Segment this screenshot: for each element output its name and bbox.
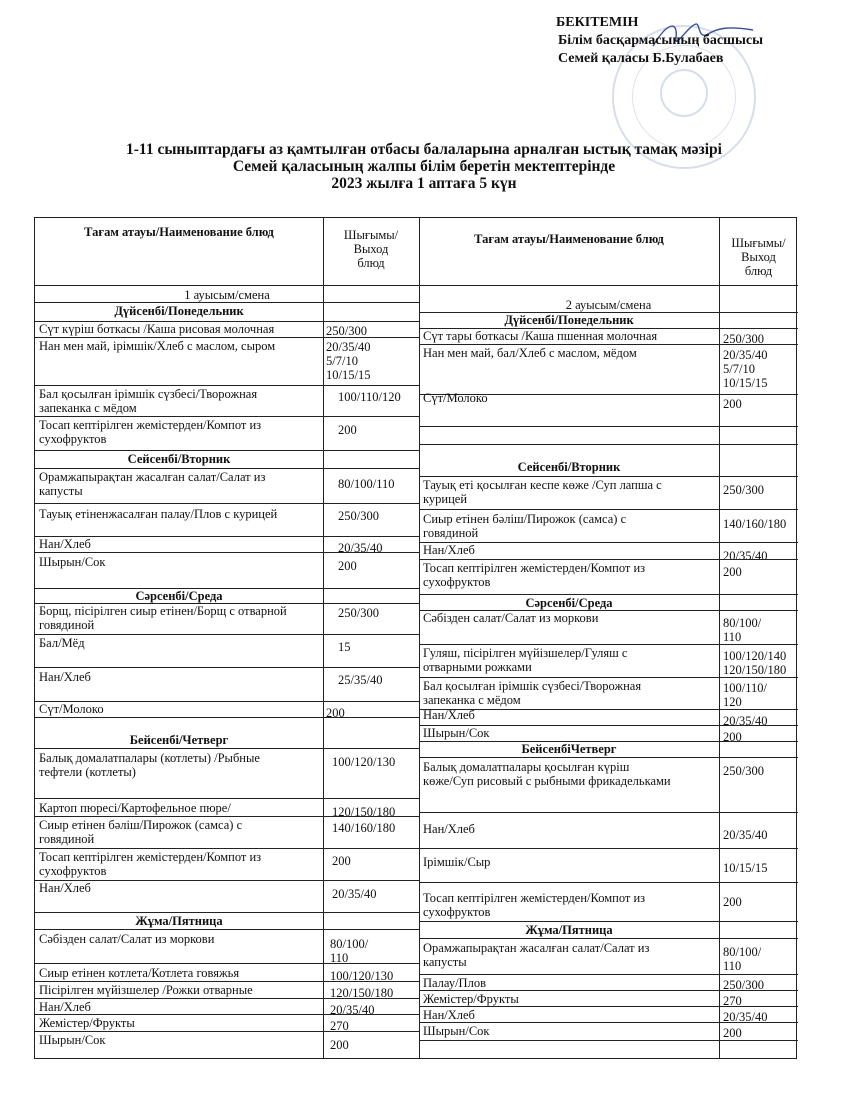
day-header: Жұма/Пятница (525, 923, 613, 937)
dish-name: Сиыр етінен котлета/Котлета говяжья (39, 966, 240, 980)
dish-output: 140/160/180 (332, 821, 396, 835)
dish-output: 100/110/120 (338, 390, 401, 404)
dish-name: Сәбізден салат/Салат из моркови (423, 611, 599, 625)
dish-output: 120/150/180 (332, 805, 396, 819)
dish-name: Бал қосылған ірімшік сүзбесі/Творожная запеканка с мёдом (39, 387, 258, 415)
dish-name: Балық домалатпалары қосылған күріш көже/Суп рисовый с рыбными фрикадельками (423, 760, 671, 788)
dish-name: Сүт күріш боткасы /Каша рисовая молочная (39, 322, 275, 336)
day-header: Дүйсенбі/Понедельник (114, 304, 244, 318)
day-header: Бейсенбі/Четверг (129, 733, 229, 747)
header-output-right: Шығымы/ Выход блюд (731, 236, 786, 278)
dish-output: 25/35/40 (338, 673, 383, 687)
dish-output: 80/100/110 (338, 477, 395, 491)
approval-signatory: Семей қаласы Б.Булабаев (558, 51, 724, 66)
dish-name: Шырын/Сок (423, 726, 490, 740)
shift-first: 1 ауысым/смена (184, 288, 270, 302)
dish-name: Палау/Плов (423, 976, 486, 990)
title-line-3: 2023 жылға 1 аптаға 5 күн (331, 175, 517, 192)
dish-output: 200 (332, 854, 351, 868)
title-line-1: 1-11 сыныптардағы аз қамтылған отбасы балаларына арналған ыстық тамақ мәзірі (126, 141, 722, 158)
dish-output: 250/300 (723, 332, 764, 346)
dish-name: Шырын/Сок (39, 555, 106, 569)
dish-output: 270 (723, 994, 742, 1008)
dish-name: Орамжапырақтан жасалған салат/Салат из капусты (423, 941, 650, 969)
dish-name: Сүт/Молоко (39, 702, 104, 716)
dish-output: 200 (326, 706, 345, 720)
col-divider (323, 218, 324, 1058)
dish-output: 250/300 (723, 764, 764, 778)
dish-output: 80/100/ 110 (723, 945, 762, 973)
dish-output: 250/300 (326, 324, 367, 338)
day-header: Дүйсенбі/Понедельник (504, 313, 634, 327)
dish-output: 250/300 (338, 509, 379, 523)
dish-name: Нан/Хлеб (423, 708, 475, 722)
approval-position: Білім басқармасының басшысы (558, 33, 764, 48)
dish-name: Сүт тары боткасы /Каша пшенная молочная (423, 329, 658, 343)
dish-output: 250/300 (723, 978, 764, 992)
dish-output: 15 (338, 640, 351, 654)
header-dish-left: Тағам атауы/Наименование блюд (84, 225, 274, 239)
dish-output: 270 (330, 1019, 349, 1033)
dish-output: 20/35/40 (723, 549, 768, 563)
dish-output: 80/100/ 110 (723, 616, 762, 644)
dish-name: Сәбізден салат/Салат из моркови (39, 932, 215, 946)
dish-name: Сиыр етінен бәліш/Пирожок (самса) с говядиной (39, 818, 243, 846)
day-header: Сейсенбі/Вторник (127, 452, 231, 466)
dish-name: Нан/Хлеб (423, 543, 475, 557)
dish-output: 20/35/40 (723, 714, 768, 728)
dish-name: Пісірілген мүйізшелер /Рожки отварные (39, 983, 253, 997)
dish-name: Бал/Мёд (39, 636, 85, 650)
title-line-2: Семей қаласының жалпы білім беретін мектептерінде (232, 158, 616, 175)
dish-output: 80/100/ 110 (330, 937, 369, 965)
dish-output: 200 (723, 565, 742, 579)
dish-name: Шырын/Сок (423, 1024, 490, 1038)
dish-name: Нан/Хлеб (39, 670, 91, 684)
dish-output: 200 (723, 397, 742, 411)
dish-name: Жемістер/Фрукты (423, 992, 519, 1006)
dish-output: 100/110/ 120 (723, 681, 767, 709)
dish-output: 10/15/15 (723, 861, 768, 875)
dish-output: 20/35/40 5/7/10 10/15/15 (326, 340, 371, 382)
dish-name: Тауық етіненжасалған палау/Плов с курицей (39, 507, 278, 521)
dish-name: Орамжапырақтан жасалған салат/Салат из капусты (39, 470, 266, 498)
approval-block (556, 14, 763, 68)
menu-table (34, 217, 797, 1059)
dish-name: Нан/Хлеб (39, 1000, 91, 1014)
day-header: Сейсенбі/Вторник (517, 460, 621, 474)
day-header: Сәрсенбі/Среда (135, 589, 223, 603)
dish-output: 250/300 (723, 483, 764, 497)
dish-name: Тосап кептірілген жемістерден/Компот из сухофруктов (39, 850, 262, 878)
dish-output: 250/300 (338, 606, 379, 620)
dish-output: 200 (338, 423, 357, 437)
day-header: Жұма/Пятница (135, 914, 223, 928)
dish-output: 20/35/40 (330, 1003, 375, 1017)
dish-name: Сүт/Молоко (423, 391, 488, 405)
dish-output: 20/35/40 (723, 828, 768, 842)
dish-output: 140/160/180 (723, 517, 787, 531)
dish-output: 100/120/140 120/150/180 (723, 649, 787, 677)
dish-name: Нан мен май, бал/Хлеб с маслом, мёдом (423, 346, 637, 360)
header-output-left: Шығымы/ Выход блюд (343, 228, 399, 270)
dish-name: Борщ, пісірілген сиыр етінен/Борщ с отварной говядиной (39, 604, 287, 632)
shift-second: 2 ауысым/смена (565, 298, 652, 312)
dish-name: Картоп пюресі/Картофельное пюре/ (39, 801, 231, 815)
approval-heading: БЕКІТЕМІН (556, 15, 639, 30)
dish-name: Нан мен май, ірімшік/Хлеб с маслом, сыром (39, 339, 276, 353)
dish-name: Нан/Хлеб (39, 537, 91, 551)
dish-output: 20/35/40 (338, 541, 383, 555)
dish-output: 20/35/40 (332, 887, 377, 901)
dish-name: Тосап кептірілген жемістерден/Компот из сухофруктов (39, 418, 262, 446)
emblem-icon (660, 69, 708, 117)
dish-output: 20/35/40 5/7/10 10/15/15 (723, 348, 768, 390)
day-header: Сәрсенбі/Среда (525, 596, 613, 610)
dish-output: 200 (338, 559, 357, 573)
dish-output: 200 (723, 1026, 742, 1040)
dish-output: 200 (723, 730, 742, 744)
dish-name: Шырын/Сок (39, 1033, 106, 1047)
dish-output: 200 (723, 895, 742, 909)
document-title (0, 141, 848, 192)
dish-output: 100/120/130 (330, 969, 394, 983)
dish-name: Нан/Хлеб (423, 822, 475, 836)
dish-name: Гуляш, пісірілген мүйізшелер/Гуляш с отварными рожками (423, 646, 628, 674)
header-dish-right: Тағам атауы/Наименование блюд (474, 232, 664, 246)
dish-name: Бал қосылған ірімшік сүзбесі/Творожная запеканка с мёдом (423, 679, 642, 707)
dish-name: Тауық еті қосылған кеспе көже /Суп лапша с курицей (423, 478, 662, 506)
dish-output: 200 (330, 1038, 349, 1052)
dish-name: Балық домалатпалары (котлеты) /Рыбные тефтели (котлеты) (39, 751, 260, 779)
dish-name: Нан/Хлеб (423, 1008, 475, 1022)
dish-name: Сиыр етінен бәліш/Пирожок (самса) с говядиной (423, 512, 627, 540)
dish-output: 20/35/40 (723, 1010, 768, 1024)
day-header: БейсенбіЧетверг (521, 742, 617, 756)
dish-name: Тосап кептірілген жемістерден/Компот из сухофруктов (423, 561, 646, 589)
dish-name: Ірімшік/Сыр (423, 855, 491, 869)
dish-name: Тосап кептірілген жемістерден/Компот из сухофруктов (423, 891, 646, 919)
dish-output: 100/120/130 (332, 755, 396, 769)
dish-name: Нан/Хлеб (39, 881, 91, 895)
dish-name: Жемістер/Фрукты (39, 1016, 135, 1030)
dish-output: 120/150/180 (330, 986, 394, 1000)
